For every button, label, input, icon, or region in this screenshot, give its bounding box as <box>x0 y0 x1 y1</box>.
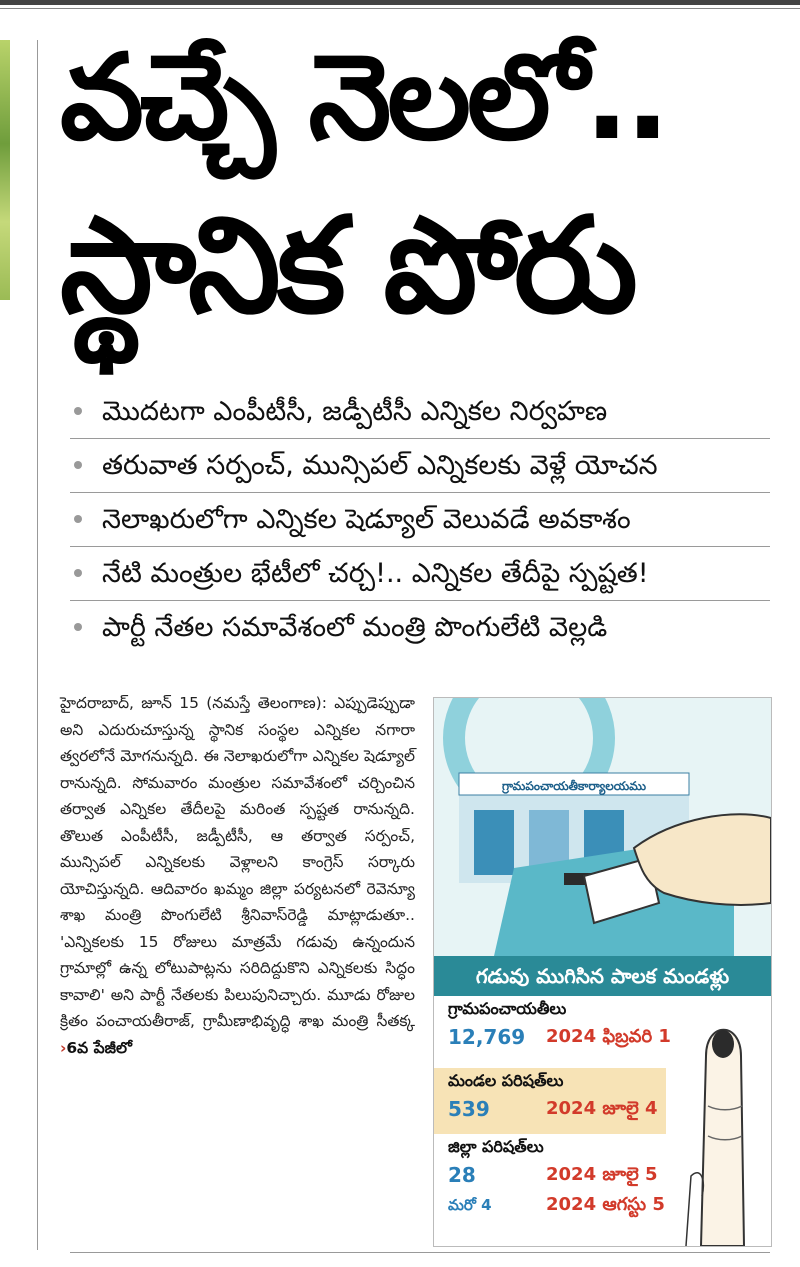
count-value: 539 <box>448 1097 490 1121</box>
section-gram-panchayats <box>434 996 671 1068</box>
continued-arrow-icon: › <box>60 1038 67 1057</box>
expiry-date: 2024 జూలై 4 <box>546 1098 658 1119</box>
section-title: జిల్లా పరిషత్‌లు <box>448 1137 544 1156</box>
headline-line-1: వచ్చే నెలలో.. <box>60 28 667 166</box>
bullet-text: తరువాత సర్పంచ్, మున్సిపల్ ఎన్నికలకు వెళ్లే యోచన <box>102 450 658 481</box>
bullet-dot-icon <box>74 569 82 577</box>
count-value: మరో 4 <box>448 1196 492 1214</box>
continued-on-page-link[interactable]: 6వ పేజీలో <box>66 1038 132 1057</box>
bullet-dot-icon <box>74 623 82 631</box>
article-text: హైదరాబాద్, జూన్ 15 (నమస్తే తెలంగాణ): ఎప్పుడెప్పుడా అని ఎదురుచూస్తున్న స్థానిక సంస్థల ఎన్నికల నగారా త్వరలోనే మోగనున్నది. ఈ నెలాఖరులోగా ఎన్నికల షెడ్యూల్ రానున్నది. సోమవారం మంత్రుల సమావేశంలో చర్చించిన తర్వాత ఎన్నికల తేదీలపై మరింత స్పష్టత రానున్నది. తొలుత ఎంపీటీసీ, జడ్పీటీసీ, ఆ తర్వాత సర్పంచ్, మున్సిపల్ ఎన్నికలకు వెళ్లాలని కాంగ్రెస్ సర్కారు యోచిస్తున్నది. ఆదివారం ఖమ్మం జిల్లా పర్యటనలో రెవెన్యూ శాఖ మంత్రి పొంగులేటి శ్రీనివాస్‌రెడ్డి మాట్లాడుతూ.. 'ఎన్నికలకు 15 రోజులు మాత్రమే గడువు ఉన్నందున గ్రామాల్లో ఉన్న లోటుపాట్లను సరిదిద్దుకొని ఎన్నికలకు సిద్ధం కావాలి' అని పార్టీ నేతలకు పిలుపునిచ్చారు. మూడు రోజుల క్రితం పంచాయతీరాజ్, గ్రామీణాభివృద్ధి శాఖ మంత్రి సీతక్క <box>60 694 415 1030</box>
infobox-caption: గడువు ముగిసిన పాలక మండళ్లు <box>434 956 771 996</box>
expiry-date: 2024 జూలై 5 <box>546 1164 658 1185</box>
bullet-text: పార్టీ నేతల సమావేశంలో మంత్రి పొంగులేటి వెల్లడి <box>102 612 608 643</box>
expired-bodies-table <box>434 996 771 1246</box>
count-value: 28 <box>448 1163 476 1187</box>
headline-line-2: స్థానిక పోరు <box>60 189 634 343</box>
inked-finger-icon <box>666 996 771 1246</box>
count-value: 12,769 <box>448 1025 526 1049</box>
adjacent-column-image-edge <box>0 40 10 300</box>
summary-bullets <box>70 385 770 654</box>
bullet-item <box>70 385 770 439</box>
bullet-item <box>70 439 770 493</box>
ballot-box-illustration-icon <box>434 698 771 956</box>
section-zilla-parishads <box>434 1134 666 1246</box>
section-title: గ్రామపంచాయతీలు <box>448 999 567 1018</box>
bullet-item <box>70 547 770 601</box>
bullet-item <box>70 493 770 547</box>
table-row <box>434 1022 671 1052</box>
bullet-dot-icon <box>74 407 82 415</box>
article-body <box>60 690 415 1061</box>
bullet-dot-icon <box>74 515 82 523</box>
column-rule <box>37 40 38 1250</box>
bullet-text: మొదటగా ఎంపీటీసీ, జడ్పీటీసీ ఎన్నికల నిర్వహణ <box>102 396 608 427</box>
election-illustration <box>434 698 771 956</box>
bullet-text: నెలాఖరులోగా ఎన్నికల షెడ్యూల్ వెలువడే అవకాశం <box>102 504 631 535</box>
table-row <box>434 1160 666 1190</box>
building-sign: గ్రామపంచాయతీకార్యాలయము <box>502 779 646 793</box>
info-box <box>433 697 772 1247</box>
bullet-item <box>70 601 770 654</box>
top-rule <box>0 0 800 5</box>
table-row <box>434 1094 666 1124</box>
bullet-dot-icon <box>74 461 82 469</box>
bullet-text: నేటి మంత్రుల భేటీలో చర్చ!.. ఎన్నికల తేదీపై స్పష్టత! <box>102 558 649 589</box>
bottom-rule <box>70 1252 770 1253</box>
expiry-date: 2024 ఫిబ్రవరి 1 <box>546 1026 671 1047</box>
expiry-date: 2024 ఆగస్టు 5 <box>546 1194 665 1215</box>
section-title: మండల పరిషత్‌లు <box>448 1071 564 1090</box>
top-rule-thin <box>0 8 800 9</box>
table-row <box>434 1190 666 1220</box>
section-mandal-parishads <box>434 1068 666 1134</box>
